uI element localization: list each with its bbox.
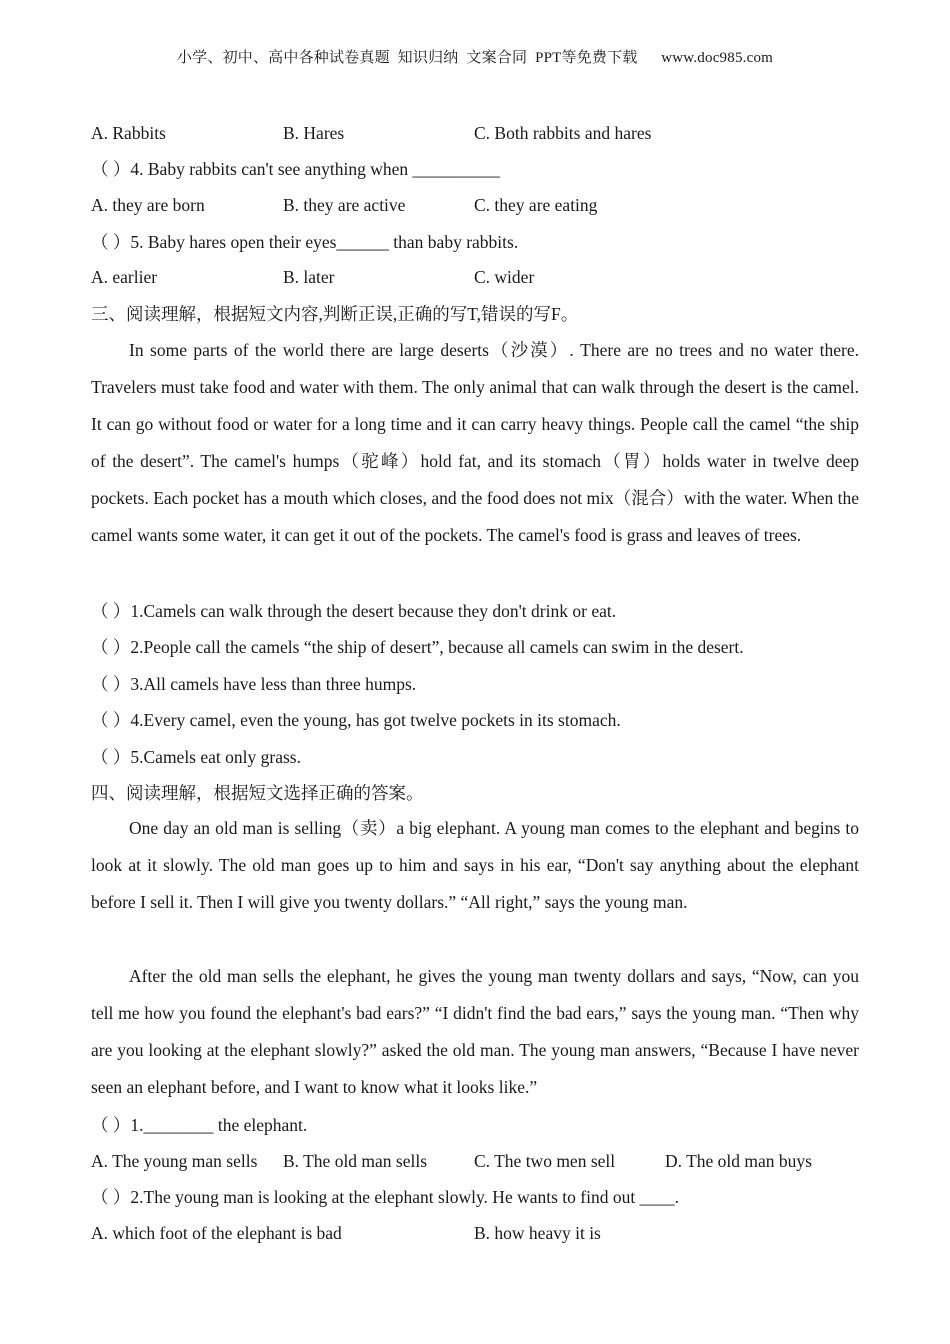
elephant-paragraph-2: After the old man sells the elephant, he gives the young man twenty dollars and says, “Now, can you tell me how you found the elephant's bad ears?” “I didn't find the bad ears,” says the young man. “Then why are you looking at the elephant slowly?” asked the old man. The young man answers, “Because I have never seen an elephant before, and I want to know what it looks like.” bbox=[91, 966, 859, 1097]
q3-option-a: A. Rabbits bbox=[91, 123, 166, 143]
statement-1: （ ）1.Camels can walk through the desert because they don't drink or eat. bbox=[91, 601, 617, 621]
q4-option-b: B. they are active bbox=[283, 195, 406, 215]
statement-4: （ ）4.Every camel, even the young, has got twelve pockets in its stomach. bbox=[91, 710, 621, 730]
statement-2: （ ）2.People call the camels “the ship of desert”, because all camels can swim in the desert. bbox=[91, 637, 744, 657]
page-header: 小学、初中、高中各种试卷真题 知识归纳 文案合同 PPT等免费下载 www.doc985.com bbox=[176, 50, 774, 66]
statement-5: （ ）5.Camels eat only grass. bbox=[91, 747, 301, 767]
q5-option-c: C. wider bbox=[474, 267, 535, 287]
question-5: （ ）5. Baby hares open their eyes______ than baby rabbits. bbox=[91, 232, 519, 252]
camel-passage: In some parts of the world there are large deserts（沙漠）. There are no trees and no water there. Travelers must take food and water with them. The only animal that can walk through the desert is the camel. It can go without food or water for a long time and it can carry heavy things. People call the camel “the ship of the desert”. The camel's humps（驼峰）hold fat, and its stomach（胃）holds water in twelve deep pockets. Each pocket has a mouth which closes, and the food does not mix（混合）with the water. When the camel wants some water, it can get it out of the pockets. The camel's food is grass and leaves of trees. bbox=[91, 340, 859, 545]
s4-q2-option-b: B. how heavy it is bbox=[474, 1223, 601, 1243]
section-4-heading: 四、阅读理解，根据短文选择正确的答案。 bbox=[91, 783, 424, 803]
s4-q1-option-b: B. The old man sells bbox=[283, 1151, 428, 1171]
question-4: （ ）4. Baby rabbits can't see anything when __________ bbox=[91, 159, 500, 179]
s4-q1-option-a: A. The young man sells bbox=[91, 1151, 258, 1171]
q4-option-c: C. they are eating bbox=[474, 195, 598, 215]
q5-option-b: B. later bbox=[283, 267, 335, 287]
s4-q1-option-c: C. The two men sell bbox=[474, 1151, 616, 1171]
q4-option-a: A. they are born bbox=[91, 195, 205, 215]
q3-option-c: C. Both rabbits and hares bbox=[474, 123, 652, 143]
s4-q2-option-a: A. which foot of the elephant is bad bbox=[91, 1223, 342, 1243]
q5-option-a: A. earlier bbox=[91, 267, 158, 287]
q3-option-b: B. Hares bbox=[283, 123, 345, 143]
elephant-paragraph-1: One day an old man is selling（卖）a big elephant. A young man comes to the elephant and begins to look at it slowly. The old man goes up to him and says in his ear, “Don't say anything about the elephant before I sell it. Then I will give you twenty dollars.” “All right,” says the young man. bbox=[91, 818, 859, 912]
s4-question-1: （ ）1.________ the elephant. bbox=[91, 1115, 308, 1135]
section-3-heading: 三、阅读理解，根据短文内容,判断正误,正确的写T,错误的写F。 bbox=[91, 304, 579, 324]
s4-q1-option-d: D. The old man buys bbox=[665, 1151, 812, 1171]
statement-3: （ ）3.All camels have less than three humps. bbox=[91, 674, 417, 694]
s4-question-2: （ ）2.The young man is looking at the elephant slowly. He wants to find out ____. bbox=[91, 1187, 679, 1207]
